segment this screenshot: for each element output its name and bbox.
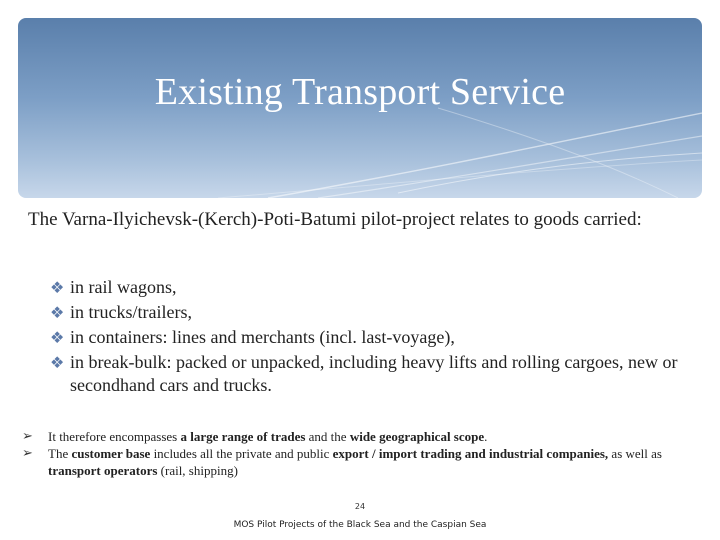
diamond-bullet-icon: ❖ <box>50 353 65 372</box>
arrow-bullet-icon: ➢ <box>22 446 33 461</box>
diamond-bullet-icon: ❖ <box>50 303 65 322</box>
notes-list <box>22 428 702 479</box>
cargo-type-list <box>50 276 710 399</box>
intro-paragraph: The Varna-Ilyichevsk-(Kerch)-Poti-Batumi pilot-project relates to goods carried: <box>28 209 642 230</box>
list-item <box>50 301 710 324</box>
list-item-text: in rail wagons, <box>70 277 177 297</box>
arrow-bullet-icon: ➢ <box>22 429 33 444</box>
note-item: ➢ The customer base includes all the private and public export / import trading and industrial companies, as well as transport operators (rail, shipping) <box>22 446 662 478</box>
slide-title: Existing Transport Service <box>154 71 566 113</box>
emphasis: export / import trading and industrial companies, <box>332 446 609 461</box>
list-item <box>50 351 710 397</box>
diamond-bullet-icon: ❖ <box>50 328 65 347</box>
emphasis: customer base <box>71 446 151 461</box>
list-item <box>50 326 710 349</box>
note-item: ➢ It therefore encompasses a large range of trades and the wide geographical scope. <box>22 429 488 444</box>
page-number: 24 <box>354 502 366 511</box>
slide-footer: MOS Pilot Projects of the Black Sea and the Caspian Sea <box>233 520 487 530</box>
list-item-text: in containers: lines and merchants (incl. last-voyage), <box>70 327 455 347</box>
list-item-text: in trucks/trailers, <box>70 302 192 322</box>
emphasis: transport operators <box>48 463 158 478</box>
emphasis: a large range of trades <box>180 429 306 444</box>
emphasis: wide geographical scope <box>349 429 485 444</box>
list-item-text: in break-bulk: packed or unpacked, including heavy lifts and rolling cargoes, new or secondhand cars and trucks. <box>70 352 678 395</box>
title-banner <box>18 18 702 198</box>
list-item <box>50 276 710 299</box>
diamond-bullet-icon: ❖ <box>50 278 65 297</box>
